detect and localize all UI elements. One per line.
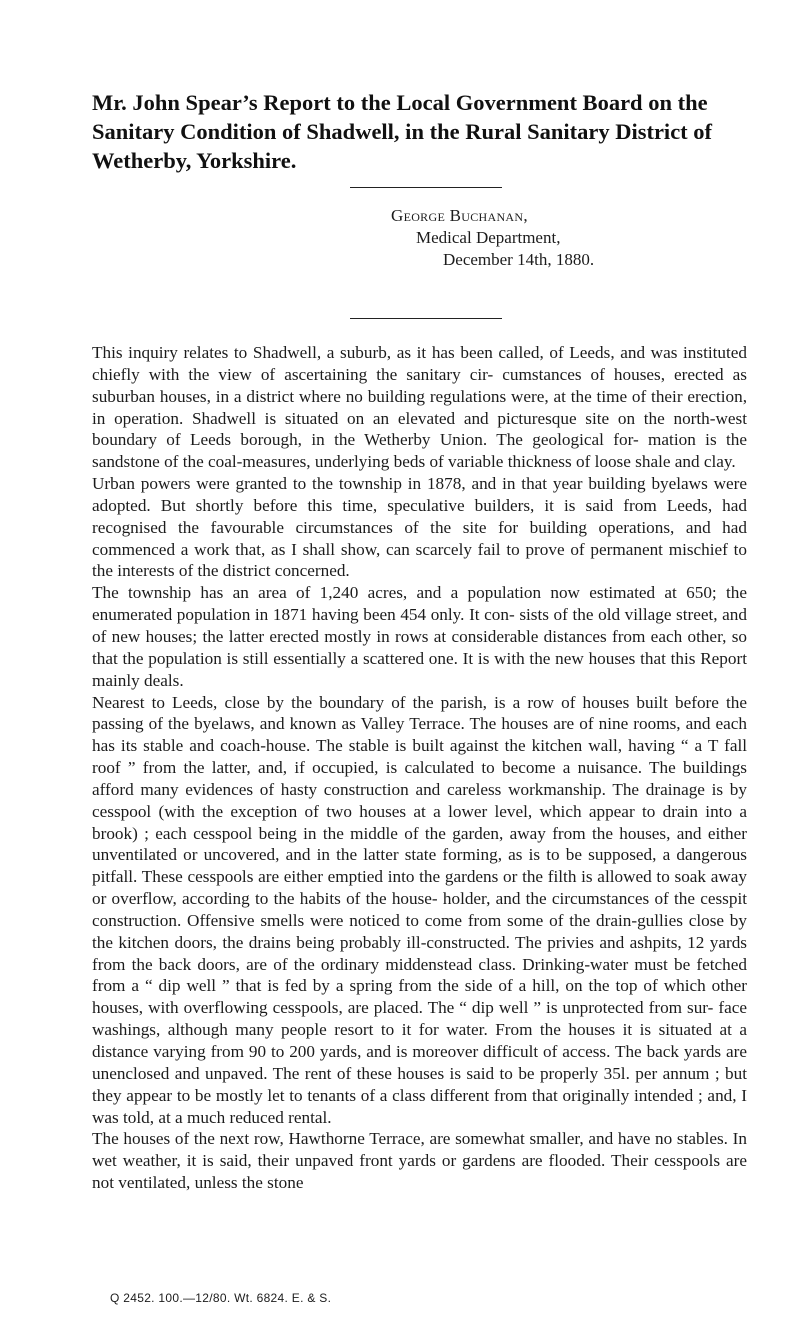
paragraph-3: The township has an area of 1,240 acres, and a population now estimated at 650; the enumerated population in 1871 having been 454 only. It con- sists of the old village street, and of new houses; the latter erected mostly in rows at considerable distances from each other, so that the population is still essentially a scattered one. It is with the new houses that this Report mainly deals. — [92, 583, 747, 690]
print-footer: Q 2452. 100.—12/80. Wt. 6824. E. & S. — [110, 1291, 332, 1305]
report-title: Mr. John Spear’s Report to the Local Government Board on the Sanitary Condition of Shadwell, in the Rural Sanitary District of Wetherby, Yorkshire. — [92, 90, 713, 173]
paragraph-2: Urban powers were granted to the township in 1878, and in that year building byelaws were adopted. But shortly before this time, speculative builders, it is said from Leeds, had recognised the favourable circumstances of the site for building operations, and had commenced a work that, as I shall show, can scarcely fail to prove of permanent mischief to the interests of the district concerned. — [92, 474, 747, 581]
paragraph-1: This inquiry relates to Shadwell, a suburb, as it has been called, of Leeds, and was instituted chiefly with the view of ascertaining the sanitary cir- cumstances of houses, erected as suburban houses, in a district where no building regulations were, at the time of their erection, in operation. Shadwell is situated on an elevated and picturesque site on the north-west boundary of Leeds borough, in the Wetherby Union. The geological for- mation is the sandstone of the coal-measures, underlying beds of variable thickness of loose shale and clay. — [92, 343, 747, 472]
bottom-divider — [350, 318, 502, 319]
paragraph-5: The houses of the next row, Hawthorne Terrace, are somewhat smaller, and have no stables. In wet weather, it is said, their unpaved front yards or gardens are flooded. Their cesspools are not ventilated, unless the stone — [92, 1129, 747, 1193]
signoff-department: Medical Department, — [416, 228, 561, 247]
report-body — [92, 342, 747, 1194]
signoff-date: December 14th, 1880. — [443, 250, 595, 269]
top-divider — [350, 187, 502, 188]
paragraph-4: Nearest to Leeds, close by the boundary of the parish, is a row of houses built before the passing of the byelaws, and known as Valley Terrace. The houses are of nine rooms, and each has its stable and coach-house. The stable is built against the kitchen wall, having “ a T fall roof ” from the latter, and, if occupied, is calculated to become a nuisance. The buildings afford many evidences of hasty construction and careless workmanship. The drainage is by cesspool (with the exception of two houses at a lower level, which appear to drain into a brook) ; each cesspool being in the middle of the garden, away from the houses, and either unventilated or uncovered, and in the latter state forming, as is to be supposed, a dangerous pitfall. These cesspools are either emptied into the gardens or the filth is allowed to soak away or overflow, according to the habits of the house- holder, and the circumstances of the cesspit construction. Offensive smells were noticed to come from some of the drain-gullies close by the kitchen doors, the drains being probably ill-constructed. The privies and ashpits, 12 yards from the back doors, are of the ordinary middenstead class. Drinking-water must be fetched from a “ dip well ” that is fed by a spring from the side of a hill, on the top of which other houses, with overflowing cesspools, are placed. The “ dip well ” is unprotected from sur- face washings, although many people resort to it for water. From the houses it is situated at a distance varying from 90 to 200 yards, and is moreover difficult of access. The back yards are unenclosed and unpaved. The rent of these houses is said to be properly 35l. per annum ; but they appear to be mostly let to tenants of a class different from that originally intended ; and, I was told, at a much reduced rental. — [92, 692, 747, 1127]
signoff-name: George Buchanan, — [391, 206, 528, 225]
